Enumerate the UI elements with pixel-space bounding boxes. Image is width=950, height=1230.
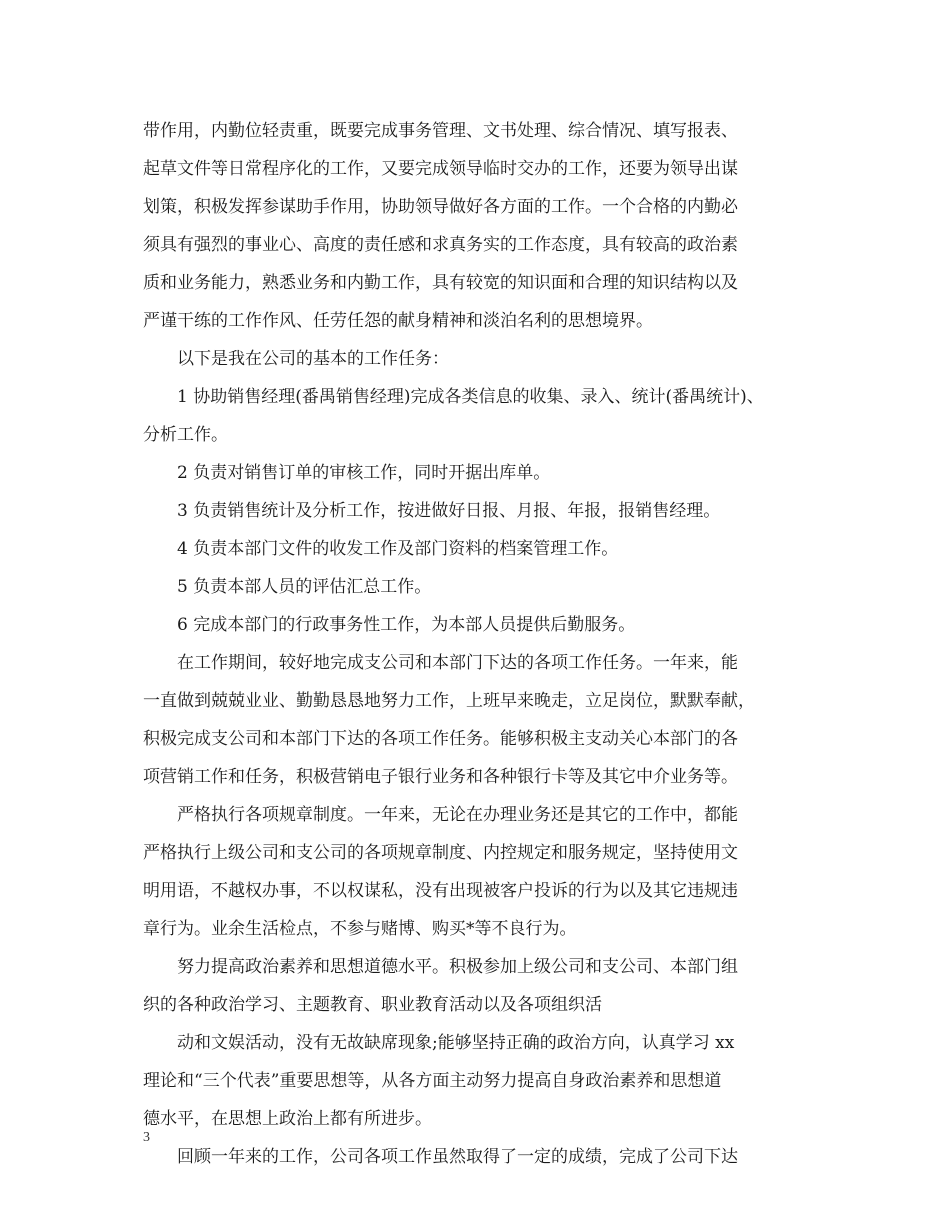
text-line: 严谨干练的工作作风、任劳任怨的献身精神和淡泊名利的思想境界。 bbox=[143, 311, 653, 331]
page-number: 3 bbox=[143, 1130, 150, 1145]
text-line: 努力提高政治素养和思想道德水平。积极参加上级公司和支公司、本部门组 bbox=[177, 957, 738, 977]
text-line: 动和文娱活动，没有无故缺席现象;能够坚持正确的政治方向，认真学习 xx bbox=[177, 1033, 735, 1053]
document-body bbox=[143, 112, 813, 1176]
text-line: 严格执行各项规章制度。一年来，无论在办理业务还是其它的工作中，都能 bbox=[177, 805, 738, 825]
text-line: 回顾一年来的工作，公司各项工作虽然取得了一定的成绩，完成了公司下达 bbox=[177, 1147, 738, 1167]
text-line: 在工作期间，较好地完成支公司和本部门下达的各项工作任务。一年来，能 bbox=[177, 653, 738, 673]
text-line: 2 负责对销售订单的审核工作，同时开据出库单。 bbox=[177, 463, 551, 483]
text-line: 带作用，内勤位轻责重，既要完成事务管理、文书处理、综合情况、填写报表、 bbox=[143, 121, 738, 141]
text-line: 3 负责销售统计及分析工作，按进做好日报、月报、年报，报销售经理。 bbox=[177, 501, 721, 521]
text-line: 质和业务能力，熟悉业务和内勤工作，具有较宽的知识面和合理的知识结构以及 bbox=[143, 273, 738, 293]
text-line: 织的各种政治学习、主题教育、职业教育活动以及各项组织活 bbox=[143, 995, 602, 1015]
text-line: 理论和“三个代表”重要思想等，从各方面主动努力提高自身政治素养和思想道 bbox=[143, 1071, 722, 1091]
text-line: 6 完成本部门的行政事务性工作，为本部人员提供后勤服务。 bbox=[177, 615, 636, 635]
text-line: 4 负责本部门文件的收发工作及部门资料的档案管理工作。 bbox=[177, 539, 619, 559]
text-line: 以下是我在公司的基本的工作任务： bbox=[177, 349, 449, 369]
text-line: 分析工作。 bbox=[143, 425, 228, 445]
text-line: 1 协助销售经理(番禺销售经理)完成各类信息的收集、录入、统计(番禺统计)、 bbox=[177, 387, 764, 407]
text-line: 德水平，在思想上政治上都有所进步。 bbox=[143, 1109, 432, 1129]
text-line: 严格执行上级公司和支公司的各项规章制度、内控规定和服务规定，坚持使用文 bbox=[143, 843, 738, 863]
text-line: 划策，积极发挥参谋助手作用，协助领导做好各方面的工作。一个合格的内勤必 bbox=[143, 197, 738, 217]
text-line: 项营销工作和任务，积极营销电子银行业务和各种银行卡等及其它中介业务等。 bbox=[143, 767, 738, 787]
text-line: 一直做到兢兢业业、勤勤恳恳地努力工作，上班早来晚走，立足岗位，默默奉献， bbox=[143, 691, 755, 711]
text-line: 起草文件等日常程序化的工作，又要完成领导临时交办的工作，还要为领导出谋 bbox=[143, 159, 738, 179]
text-line: 明用语，不越权办事，不以权谋私，没有出现被客户投诉的行为以及其它违规违 bbox=[143, 881, 738, 901]
text-line: 须具有强烈的事业心、高度的责任感和求真务实的工作态度，具有较高的政治素 bbox=[143, 235, 738, 255]
text-line: 章行为。业余生活检点，不参与赌博、购买*等不良行为。 bbox=[143, 919, 577, 939]
text-line: 积极完成支公司和本部门下达的各项工作任务。能够积极主支动关心本部门的各 bbox=[143, 729, 738, 749]
text-line: 5 负责本部人员的评估汇总工作。 bbox=[177, 577, 432, 597]
